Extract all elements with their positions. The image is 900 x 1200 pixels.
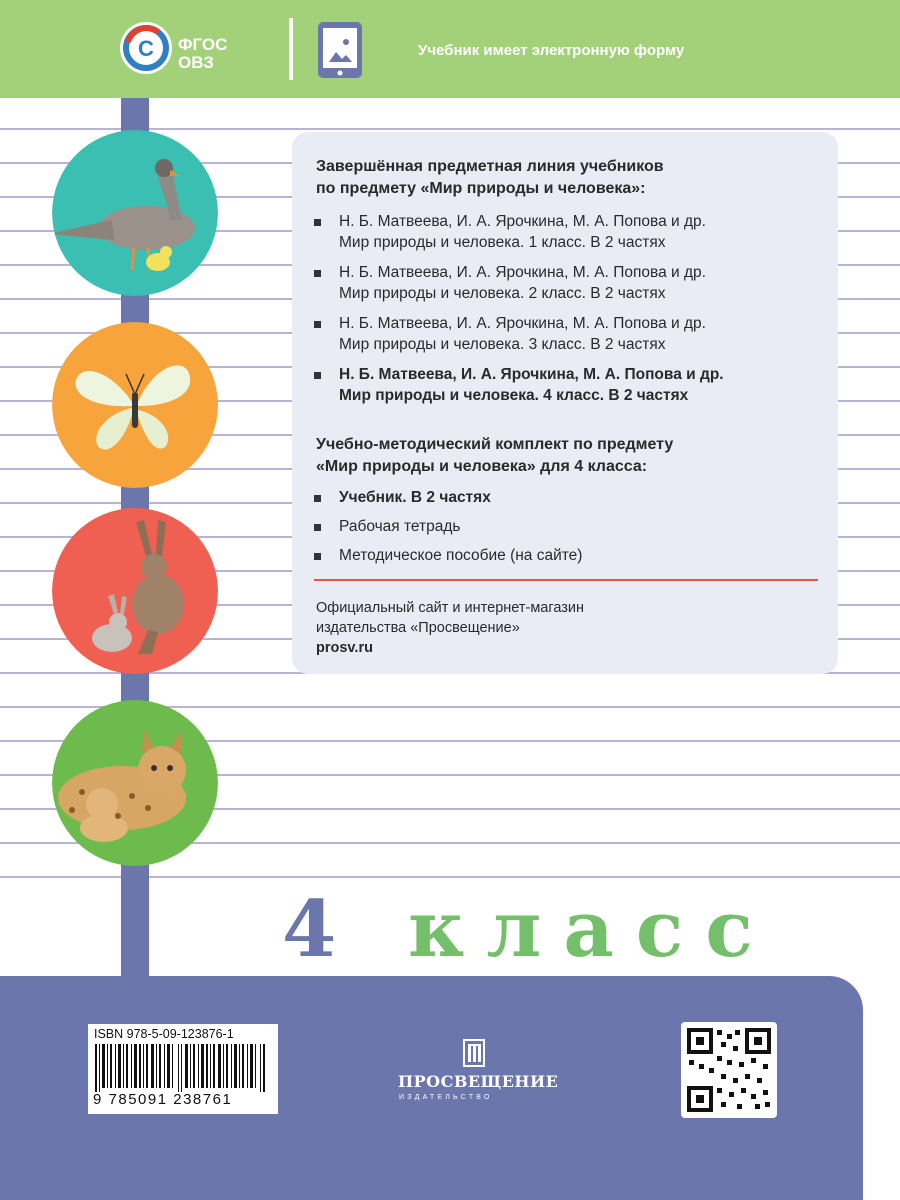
bullet-icon: [314, 495, 321, 502]
info-panel: [292, 132, 838, 674]
lynx-illustration: [52, 700, 218, 866]
hare-circle: [52, 508, 218, 674]
electronic-form-note: Учебник имеет электронную форму: [418, 42, 685, 59]
header-band: [0, 0, 900, 98]
publisher-name: ПРОСВЕЩЕНИЕ: [398, 1072, 559, 1091]
header-divider: [289, 18, 293, 80]
list-item: [314, 487, 582, 508]
fgos-logo-icon: [118, 20, 174, 76]
bullet-icon: [314, 553, 321, 560]
publisher-subtitle: ИЗДАТЕЛЬСТВО: [399, 1094, 493, 1101]
kit-item-label: Рабочая тетрадь: [339, 518, 461, 535]
list-item: [314, 211, 724, 253]
book-title: Мир природы и человека. 2 класс. В 2 частях: [339, 285, 666, 302]
red-divider: [314, 579, 818, 581]
kit-heading: [316, 434, 673, 478]
fgos-label: [178, 36, 227, 72]
grade-word: класс: [408, 884, 775, 975]
book-authors: Н. Б. Матвеева, И. А. Ярочкина, М. А. Попова и др.: [339, 315, 706, 332]
site-line1: Официальный сайт и интернет-магазин: [316, 600, 584, 616]
qr-code[interactable]: [681, 1022, 777, 1118]
kit-item-label: Методическое пособие (на сайте): [339, 547, 583, 564]
tablet-icon: [316, 20, 364, 80]
book-title: Мир природы и человека. 3 класс. В 2 частях: [339, 336, 666, 353]
list-item: [314, 364, 724, 406]
panel-heading-line2: по предмету «Мир природы и человека»:: [316, 180, 646, 197]
book-title: Мир природы и человека. 1 класс. В 2 частях: [339, 234, 666, 251]
list-item: [314, 262, 724, 304]
bullet-icon: [314, 524, 321, 531]
bullet-icon: [314, 270, 321, 277]
hare-illustration: [52, 508, 218, 674]
book-authors: Н. Б. Матвеева, И. А. Ярочкина, М. А. Попова и др.: [339, 213, 706, 230]
book-authors: Н. Б. Матвеева, И. А. Ярочкина, М. А. Попова и др.: [339, 366, 724, 383]
book-authors: Н. Б. Матвеева, И. А. Ярочкина, М. А. Попова и др.: [339, 264, 706, 281]
qr-code-icon: [681, 1022, 777, 1118]
list-item: [314, 516, 582, 537]
grade-number: 4: [282, 884, 337, 975]
butterfly-illustration: [52, 322, 218, 488]
kit-heading-line2: «Мир природы и человека» для 4 класса:: [316, 458, 648, 475]
bullet-icon: [314, 321, 321, 328]
fgos-line2: ОВЗ: [178, 53, 214, 72]
book-title: Мир природы и человека. 4 класс. В 2 частях: [339, 387, 689, 404]
kit-list: [314, 487, 582, 574]
site-line2: издательства «Просвещение»: [316, 620, 520, 636]
panel-heading: [316, 156, 664, 200]
panel-heading-line1: Завершённая предметная линия учебников: [316, 158, 664, 175]
isbn-label: ISBN 978-5-09-123876-1: [94, 1027, 234, 1041]
butterfly-circle: [52, 322, 218, 488]
kit-item-label: Учебник. В 2 частях: [339, 489, 491, 506]
isbn-barcode: [88, 1024, 278, 1114]
goose-circle: [52, 130, 218, 296]
goose-illustration: [52, 130, 218, 296]
site-url-link[interactable]: prosv.ru: [316, 640, 373, 656]
barcode-digits: 9 785091 238761: [93, 1091, 233, 1108]
bullet-icon: [314, 219, 321, 226]
list-item: [314, 545, 582, 566]
bullet-icon: [314, 372, 321, 379]
fgos-line1: ФГОС: [178, 35, 228, 54]
publisher-logo-icon: [462, 1038, 486, 1068]
list-item: [314, 313, 724, 355]
publisher-site-info: [316, 598, 584, 658]
barcode-bars-icon: [93, 1044, 273, 1092]
lynx-circle: [52, 700, 218, 866]
kit-heading-line1: Учебно-методический комплект по предмету: [316, 436, 674, 453]
svg-text:С: С: [138, 36, 154, 61]
book-list: [314, 211, 724, 415]
